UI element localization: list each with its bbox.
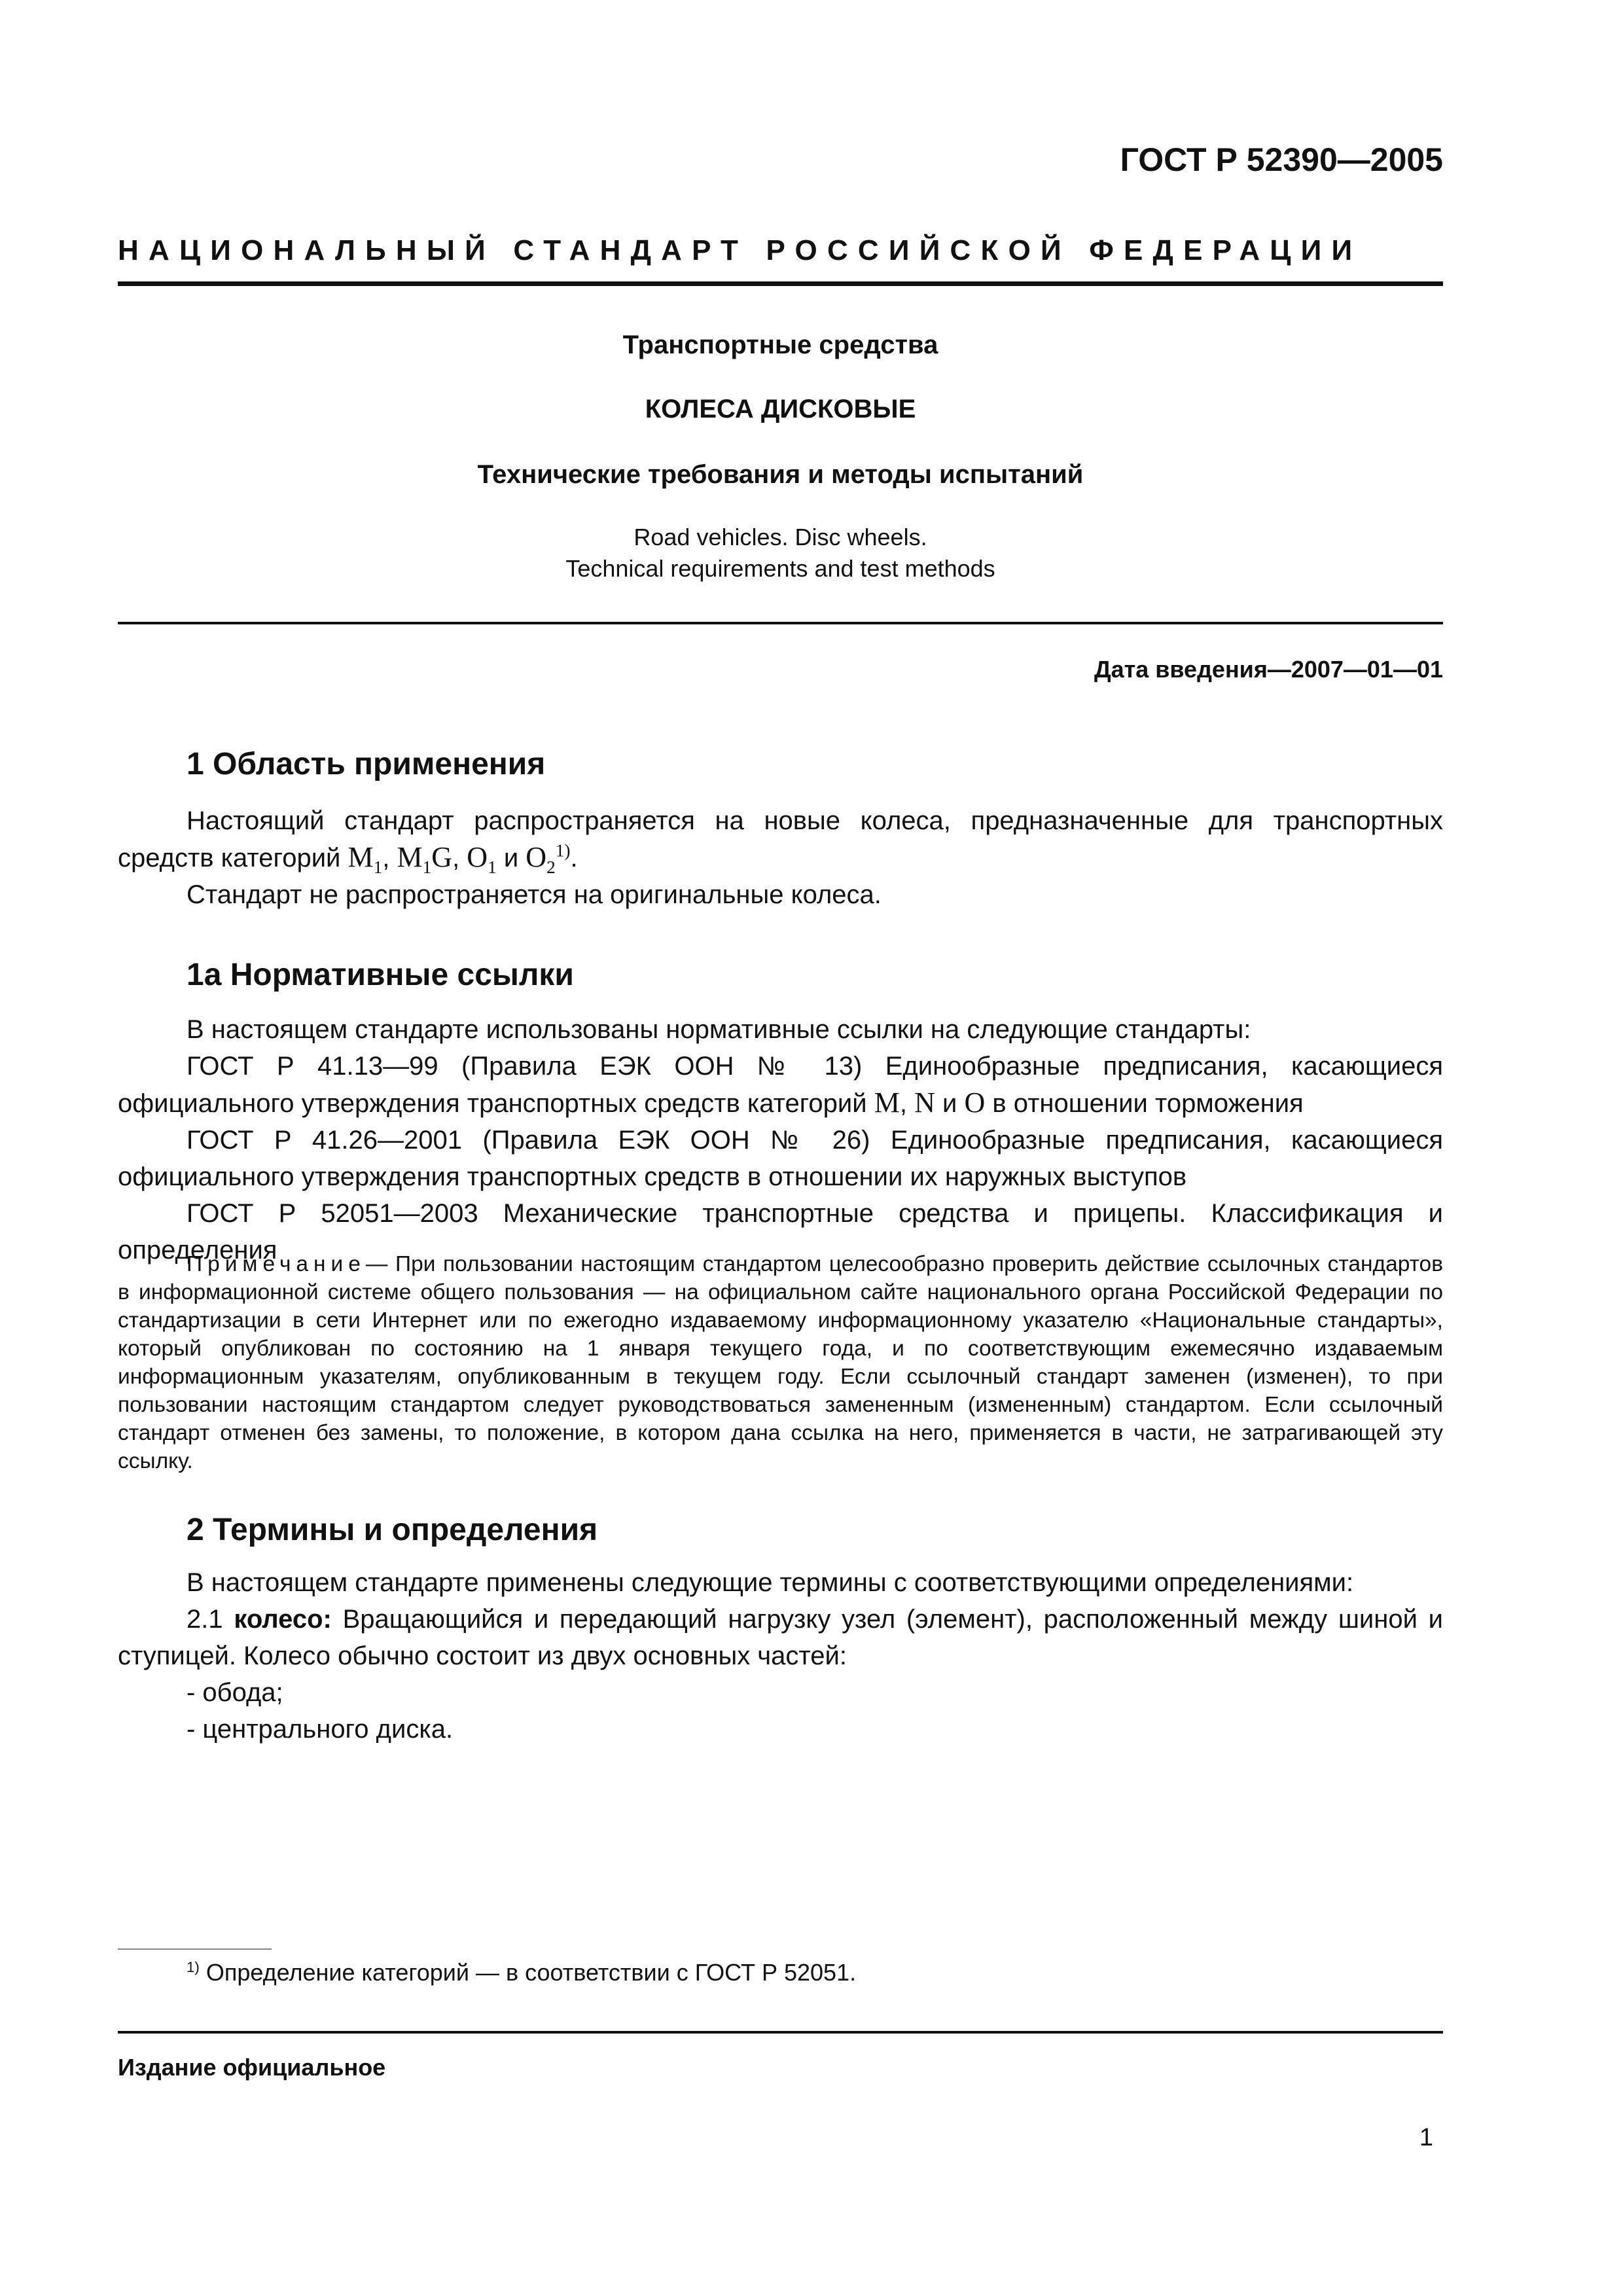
edition-label: Издание официальное — [118, 2054, 386, 2081]
reference-gost-41-13: ГОСТ Р 41.13—99 (Правила ЕЭК ООН № 13) Единообразные предписания, касающиеся официального утверждения транспортных средств категорий M, N и O в отношении торможения — [118, 1052, 1444, 1119]
section-2-body — [118, 1564, 1443, 1748]
scope-text: Настоящий стандарт распространяется на новые колеса, предназначенные для транспортных средств категорий — [118, 806, 1443, 872]
term-name: колесо: — [234, 1605, 332, 1634]
section-1a-body — [118, 1011, 1443, 1268]
section-1a-heading: 1а Нормативные ссылки — [187, 958, 574, 992]
terms-intro: В настоящем стандарте применены следующие термины с соответствующими определениями: — [187, 1568, 1354, 1597]
footnote-rule — [118, 1948, 272, 1950]
english-title-line-1: Road vehicles. Disc wheels. — [633, 524, 927, 550]
document-number: ГОСТ Р 52390—2005 — [1120, 141, 1443, 178]
category-m1g: $M_1G$ — [397, 841, 453, 877]
title-line-1: Транспортные средства — [622, 331, 938, 359]
scope-exclusion: Стандарт не распространяется на оригинальные колеса. — [187, 880, 882, 909]
section-2-heading: 2 Термины и определения — [187, 1513, 598, 1547]
title-line-3: Технические требования и методы испытаний — [477, 460, 1084, 489]
scope-paragraph: Настоящий стандарт распространяется на новые колеса, предназначенные для транспортных средств категорий $M_1$, $M_1G$, $O_1$ и $O_2^{1)}$. — [118, 806, 1443, 877]
footer-rule — [118, 2031, 1443, 2034]
term-number: 2.1 — [187, 1605, 223, 1634]
references-note — [118, 1250, 1443, 1475]
category-m1: $M_1$ — [348, 841, 383, 877]
references-intro: В настоящем стандарте использованы нормативные ссылки на следующие стандарты: — [187, 1015, 1251, 1044]
reference-gost-52051: ГОСТ Р 52051—2003 Механические транспортные средства и прицепы. Классификация и определения — [118, 1199, 1443, 1265]
section-1-body — [118, 802, 1443, 913]
term-definition: Вращающийся и передающий нагрузку узел (элемент), расположенный между шиной и ступицей. Колесо обычно состоит из двух основных частей: — [118, 1605, 1443, 1670]
footnote — [187, 1959, 856, 1986]
list-item-rim: - обода; — [187, 1678, 283, 1707]
title-line-2: КОЛЕСА ДИСКОВЫЕ — [645, 395, 916, 423]
category-o1: $O_1$ — [467, 841, 497, 877]
footnote-reference: 1) — [555, 840, 571, 861]
term-2-1 — [118, 1601, 1443, 1674]
introduction-date: Дата введения—2007—01—01 — [1094, 656, 1443, 683]
note-label: Примечание — [187, 1252, 366, 1276]
page-number: 1 — [1419, 2124, 1433, 2151]
list-item-disc: - центрального диска. — [187, 1715, 454, 1744]
national-standard-banner: НАЦИОНАЛЬНЫЙ СТАНДАРТ РОССИЙСКОЙ ФЕДЕРАЦИИ — [118, 234, 1363, 266]
footnote-text: Определение категорий — в соответствии с ГОСТ Р 52051. — [205, 1959, 857, 1986]
footnote-marker: 1) — [187, 1959, 200, 1975]
category-o2: $O_2^{1)}$ — [526, 840, 571, 877]
english-title-line-2: Technical requirements and test methods — [565, 555, 995, 582]
note-text: — При пользовании настоящим стандартом целесообразно проверить действие ссылочных стандартов в информационной системе общего пользования — на официальном сайте национального органа Российской Федерации по стандартизации в сети Интернет или по ежегодно издаваемому информационному указателю «Национальные стандарты», который опубликован по состоянию на 1 января текущего года, и по соответствующим ежемесячно издаваемым информационным указателям, опубликованным в текущем году. Если ссылочный стандарт заменен (изменен), то при пользовании настоящим стандартом следует руководствоваться замененным (измененным) стандартом. Если ссылочный стандарт отменен без замены, то положение, в котором дана ссылка на него, применяется в части, не затрагивающей эту ссылку. — [118, 1252, 1443, 1473]
header-rule — [118, 281, 1443, 286]
section-1-heading: 1 Область применения — [187, 747, 546, 781]
title-rule — [118, 622, 1443, 624]
reference-gost-41-26: ГОСТ Р 41.26—2001 (Правила ЕЭК ООН № 26) Единообразные предписания, касающиеся официального утверждения транспортных средств в отношении их наружных выступов — [118, 1126, 1443, 1191]
